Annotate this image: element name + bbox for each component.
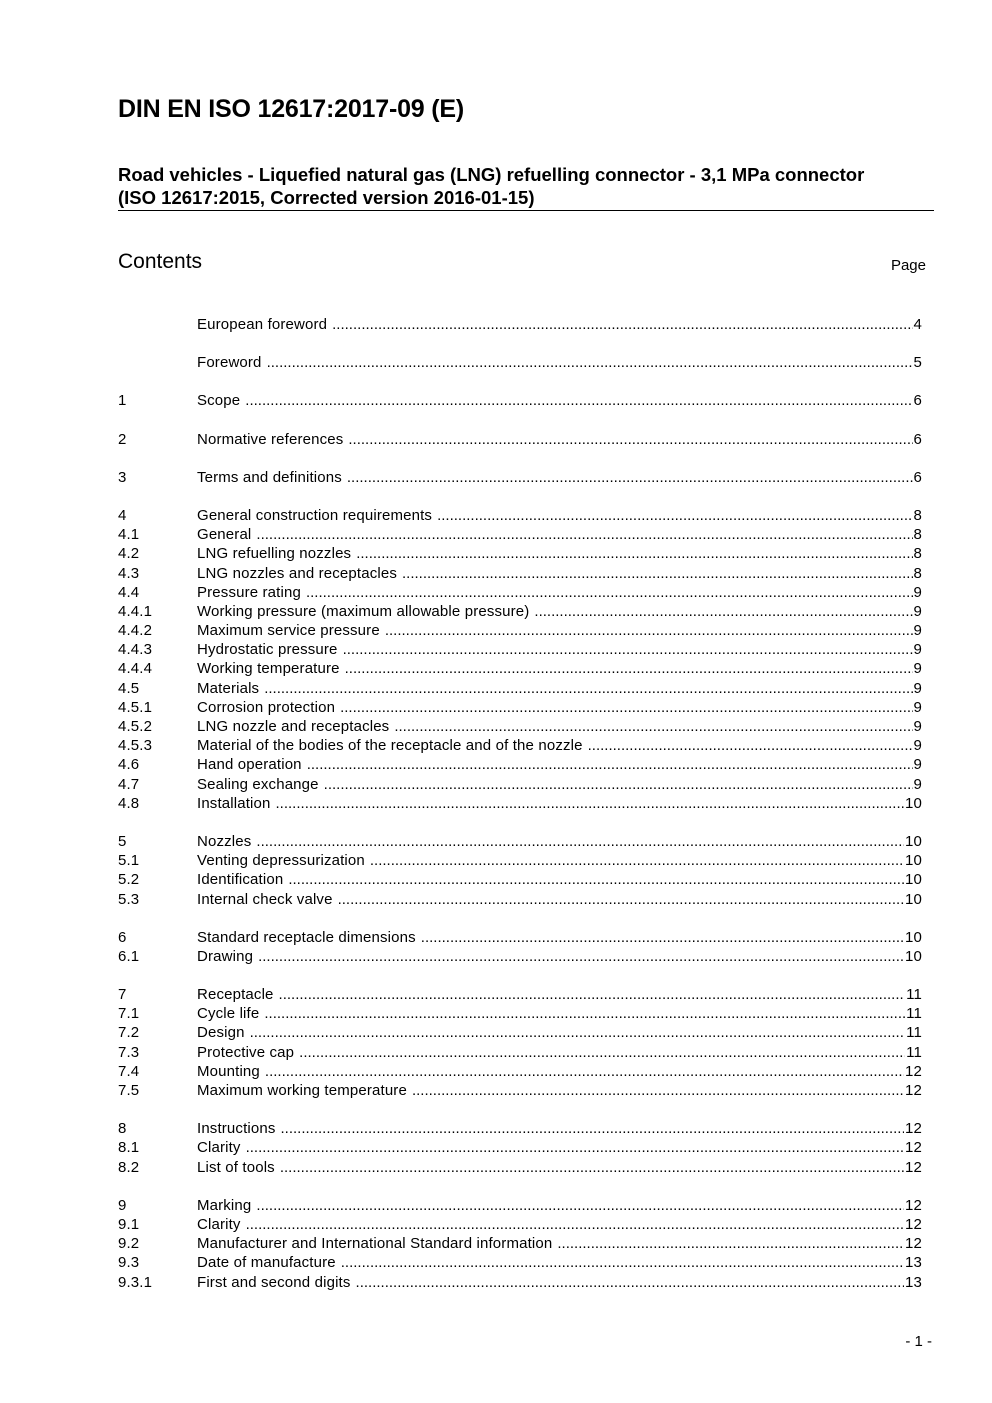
toc-entry-title: Materials	[197, 679, 260, 697]
toc-entry-page: 8	[913, 526, 922, 544]
toc-entry[interactable]	[118, 1138, 922, 1157]
toc-entry-title: Maximum service pressure	[197, 622, 380, 640]
toc-entry-title: Pressure rating	[197, 583, 301, 601]
toc-entry-title: Normative references	[197, 430, 344, 448]
toc-entry-page: 12	[905, 1082, 922, 1099]
toc-entry[interactable]	[118, 1158, 922, 1177]
toc-dot-leader	[288, 870, 904, 889]
toc-entry[interactable]	[118, 1196, 922, 1215]
toc-entry[interactable]	[118, 1081, 922, 1100]
toc-dot-leader	[557, 1234, 904, 1253]
toc-entry-title: Cycle life	[197, 1005, 260, 1023]
toc-dot-leader	[394, 717, 912, 736]
toc-entry-page: 12	[905, 1215, 922, 1233]
toc-entry-number: 4.4	[118, 583, 140, 601]
toc-dot-leader	[256, 832, 904, 851]
toc-entry-title: Design	[197, 1024, 245, 1042]
toc-entry-title: List of tools	[197, 1158, 275, 1176]
toc-entry-page: 12	[905, 1120, 922, 1138]
toc-entry-title: Corrosion protection	[197, 698, 336, 716]
toc-entry-number: 4.1	[118, 526, 140, 544]
toc-entry-title: Working temperature	[197, 660, 340, 678]
toc-entry-page: 11	[906, 1043, 922, 1061]
toc-entry-title: Installation	[197, 794, 271, 812]
toc-entry[interactable]	[118, 717, 922, 736]
toc-entry-page: 10	[905, 890, 922, 908]
toc-entry-page: 9	[913, 583, 922, 601]
toc-entry-page: 9	[913, 622, 922, 640]
toc-entry-page: 9	[913, 602, 922, 620]
toc-entry[interactable]	[118, 1273, 922, 1292]
toc-entry-number: 8.2	[118, 1158, 140, 1176]
toc-entry[interactable]	[118, 985, 922, 1004]
toc-entry[interactable]	[118, 583, 922, 602]
toc-entry-title: Date of manufacture	[197, 1254, 336, 1272]
toc-dot-leader	[347, 468, 913, 487]
toc-entry-number: 7	[118, 986, 127, 1004]
toc-entry-page: 9	[913, 660, 922, 678]
toc-entry[interactable]	[118, 1023, 922, 1042]
toc-entry-title: Internal check valve	[197, 890, 333, 908]
toc-entry-title: Maximum working temperature	[197, 1082, 407, 1099]
toc-entry-number: 5.1	[118, 852, 140, 870]
toc-entry-number: 4.5	[118, 679, 140, 697]
toc-entry[interactable]	[118, 468, 922, 487]
toc-entry-page: 10	[905, 947, 922, 965]
toc-dot-leader	[246, 1215, 904, 1234]
toc-dot-leader	[421, 928, 904, 947]
toc-entry-title: Clarity	[197, 1139, 241, 1157]
toc-entry-number: 7.2	[118, 1024, 140, 1042]
toc-entry[interactable]	[118, 1234, 922, 1253]
toc-entry-page: 6	[913, 430, 922, 448]
toc-entry-page: 9	[913, 737, 922, 755]
document-title: DIN EN ISO 12617:2017-09 (E)	[118, 95, 464, 123]
toc-dot-leader	[245, 391, 912, 410]
toc-dot-leader	[279, 985, 906, 1004]
toc-entry[interactable]	[118, 928, 922, 947]
page-number: - 1 -	[905, 1333, 932, 1350]
toc-entry-page: 12	[905, 1062, 922, 1080]
toc-entry-number: 1	[118, 392, 127, 410]
toc-dot-leader	[324, 775, 913, 794]
toc-entry-number: 4.5.1	[118, 698, 153, 716]
toc-dot-leader	[264, 1004, 905, 1023]
toc-entry-title: Standard receptacle dimensions	[197, 928, 416, 946]
toc-entry[interactable]	[118, 736, 922, 755]
toc-dot-leader	[276, 794, 904, 813]
toc-entry-number: 4.5.3	[118, 737, 153, 755]
toc-entry-title: General	[197, 526, 252, 544]
toc-entry-title: Material of the bodies of the receptacle and of the nozzle	[197, 737, 583, 755]
table-of-contents	[118, 315, 922, 1292]
toc-entry-title: Scope	[197, 392, 241, 410]
toc-dot-leader	[256, 1196, 904, 1215]
toc-dot-leader	[385, 621, 913, 640]
toc-entry-number: 4.8	[118, 794, 140, 812]
toc-entry[interactable]	[118, 544, 922, 563]
toc-entry[interactable]	[118, 506, 922, 525]
toc-entry[interactable]	[118, 775, 922, 794]
toc-entry-page: 11	[906, 986, 922, 1004]
toc-entry-number: 4.4.4	[118, 660, 153, 678]
toc-entry-title: Nozzles	[197, 832, 252, 850]
toc-entry-page: 9	[913, 698, 922, 716]
toc-entry-number: 7.1	[118, 1005, 140, 1023]
toc-entry-title: Terms and definitions	[197, 468, 342, 486]
toc-dot-leader	[348, 430, 912, 449]
toc-entry[interactable]	[118, 794, 922, 813]
toc-dot-leader	[343, 640, 913, 659]
toc-entry-page: 10	[905, 871, 922, 889]
toc-entry-number: 4.4.3	[118, 641, 153, 659]
toc-entry[interactable]	[118, 947, 922, 966]
toc-entry-title: Sealing exchange	[197, 775, 319, 793]
toc-entry-number: 8.1	[118, 1139, 140, 1157]
toc-dot-leader	[256, 525, 912, 544]
toc-entry[interactable]	[118, 870, 922, 889]
toc-entry-number: 4.5.2	[118, 718, 153, 735]
toc-entry-number: 7.4	[118, 1062, 140, 1080]
toc-entry-page: 12	[905, 1235, 922, 1253]
toc-entry[interactable]	[118, 1004, 922, 1023]
toc-dot-leader	[345, 659, 913, 678]
toc-entry-title: Clarity	[197, 1215, 241, 1233]
toc-entry[interactable]	[118, 621, 922, 640]
toc-entry-number: 3	[118, 468, 127, 486]
toc-entry-page: 9	[913, 775, 922, 793]
toc-entry[interactable]	[118, 1215, 922, 1234]
toc-entry-number: 6.1	[118, 947, 140, 965]
toc-entry-page: 11	[906, 1005, 922, 1023]
toc-entry-number: 8	[118, 1120, 127, 1138]
toc-dot-leader	[338, 890, 904, 909]
toc-entry-number: 4.3	[118, 564, 140, 582]
subtitle-line-2: (ISO 12617:2015, Corrected version 2016-01-15)	[118, 187, 535, 208]
toc-dot-leader	[340, 698, 912, 717]
toc-entry-page: 8	[913, 545, 922, 563]
toc-entry-title: LNG nozzle and receptacles	[197, 718, 390, 735]
toc-entry-title: Receptacle	[197, 986, 274, 1004]
toc-entry[interactable]	[118, 602, 922, 621]
toc-entry[interactable]	[118, 315, 922, 334]
toc-entry-title: General construction requirements	[197, 506, 433, 524]
toc-entry-number: 9.2	[118, 1235, 140, 1253]
toc-entry-title: First and second digits	[197, 1273, 351, 1291]
toc-entry-number: 7.5	[118, 1082, 140, 1099]
toc-entry-page: 9	[913, 679, 922, 697]
toc-entry-title: Instructions	[197, 1120, 276, 1138]
toc-entry[interactable]	[118, 755, 922, 774]
toc-dot-leader	[341, 1253, 904, 1272]
toc-entry-number: 9.3.1	[118, 1273, 153, 1291]
toc-entry-title: Working pressure (maximum allowable pressure)	[197, 602, 530, 620]
toc-dot-leader	[402, 564, 913, 583]
toc-dot-leader	[356, 544, 912, 563]
toc-entry-number: 5.3	[118, 890, 140, 908]
toc-entry-page: 9	[913, 718, 922, 735]
toc-entry-title: Drawing	[197, 947, 254, 965]
toc-entry[interactable]	[118, 564, 922, 583]
toc-entry[interactable]	[118, 890, 922, 909]
toc-entry[interactable]	[118, 1062, 922, 1081]
toc-entry-title: Protective cap	[197, 1043, 295, 1061]
toc-entry-title: LNG refuelling nozzles	[197, 545, 352, 563]
toc-entry-number: 4.6	[118, 756, 140, 774]
toc-entry-title: European foreword	[197, 316, 328, 333]
toc-dot-leader	[250, 1023, 906, 1042]
toc-entry-page: 10	[905, 928, 922, 946]
toc-dot-leader	[307, 755, 913, 774]
toc-entry-number: 2	[118, 430, 127, 448]
toc-entry-number: 5	[118, 832, 127, 850]
toc-entry-number: 9.3	[118, 1254, 140, 1272]
toc-entry[interactable]	[118, 525, 922, 544]
toc-entry-page: 5	[913, 354, 922, 372]
toc-entry[interactable]	[118, 851, 922, 870]
toc-entry-number: 5.2	[118, 871, 140, 889]
toc-entry-page: 10	[905, 852, 922, 870]
toc-entry[interactable]	[118, 353, 922, 372]
toc-entry-page: 6	[913, 468, 922, 486]
toc-entry-title: Mounting	[197, 1062, 260, 1080]
toc-entry[interactable]	[118, 1119, 922, 1138]
toc-entry-number: 4.2	[118, 545, 140, 563]
toc-dot-leader	[306, 583, 913, 602]
toc-dot-leader	[265, 1062, 904, 1081]
toc-entry-title: Marking	[197, 1196, 252, 1214]
toc-entry[interactable]	[118, 698, 922, 717]
toc-entry-number: 4.4.1	[118, 602, 153, 620]
toc-entry[interactable]	[118, 1253, 922, 1272]
toc-entry-number: 4	[118, 506, 127, 524]
toc-dot-leader	[258, 947, 904, 966]
toc-dot-leader	[281, 1119, 905, 1138]
subtitle-line-1: Road vehicles - Liquefied natural gas (LNG) refuelling connector - 3,1 MPa connector	[118, 164, 865, 185]
toc-dot-leader	[437, 506, 912, 525]
toc-entry-title: Manufacturer and International Standard information	[197, 1235, 553, 1253]
toc-entry-number: 4.7	[118, 775, 140, 793]
toc-entry-page: 12	[905, 1196, 922, 1214]
toc-entry[interactable]	[118, 832, 922, 851]
contents-heading: Contents	[118, 250, 203, 273]
toc-entry-title: Hydrostatic pressure	[197, 641, 338, 659]
toc-entry[interactable]	[118, 640, 922, 659]
toc-entry-page: 11	[906, 1024, 922, 1042]
toc-entry-page: 12	[905, 1139, 922, 1157]
toc-entry[interactable]	[118, 659, 922, 678]
toc-entry-title: Identification	[197, 871, 284, 889]
toc-entry-page: 8	[913, 506, 922, 524]
toc-entry-number: 9.1	[118, 1215, 140, 1233]
toc-entry-page: 4	[913, 316, 922, 333]
toc-entry-number: 6	[118, 928, 127, 946]
toc-entry-title: Foreword	[197, 354, 262, 372]
toc-entry-page: 10	[905, 794, 922, 812]
toc-entry-page: 12	[905, 1158, 922, 1176]
toc-entry-title: LNG nozzles and receptacles	[197, 564, 397, 582]
toc-entry[interactable]	[118, 679, 922, 698]
toc-entry-page: 10	[905, 832, 922, 850]
toc-entry-page: 9	[913, 641, 922, 659]
toc-entry-number: 9	[118, 1196, 127, 1214]
toc-entry-page: 13	[905, 1273, 922, 1291]
toc-entry-number: 4.4.2	[118, 622, 153, 640]
toc-entry-title: Hand operation	[197, 756, 302, 774]
document-subtitle	[118, 163, 934, 211]
toc-entry-title: Venting depressurization	[197, 852, 365, 870]
page-column-label: Page	[890, 257, 926, 274]
toc-dot-leader	[264, 679, 912, 698]
toc-dot-leader	[299, 1043, 905, 1062]
toc-dot-leader	[412, 1081, 904, 1100]
toc-entry[interactable]	[118, 430, 922, 449]
toc-entry-page: 13	[905, 1254, 922, 1272]
toc-dot-leader	[332, 315, 912, 334]
toc-dot-leader	[370, 851, 904, 870]
toc-dot-leader	[246, 1138, 904, 1157]
toc-dot-leader	[534, 602, 912, 621]
toc-entry[interactable]	[118, 391, 922, 410]
toc-entry-number: 7.3	[118, 1043, 140, 1061]
toc-dot-leader	[267, 353, 913, 372]
toc-dot-leader	[356, 1273, 904, 1292]
toc-dot-leader	[280, 1158, 904, 1177]
toc-entry-page: 9	[913, 756, 922, 774]
toc-entry-page: 8	[913, 564, 922, 582]
toc-dot-leader	[588, 736, 913, 755]
toc-entry-page: 6	[913, 392, 922, 410]
toc-entry[interactable]	[118, 1043, 922, 1062]
